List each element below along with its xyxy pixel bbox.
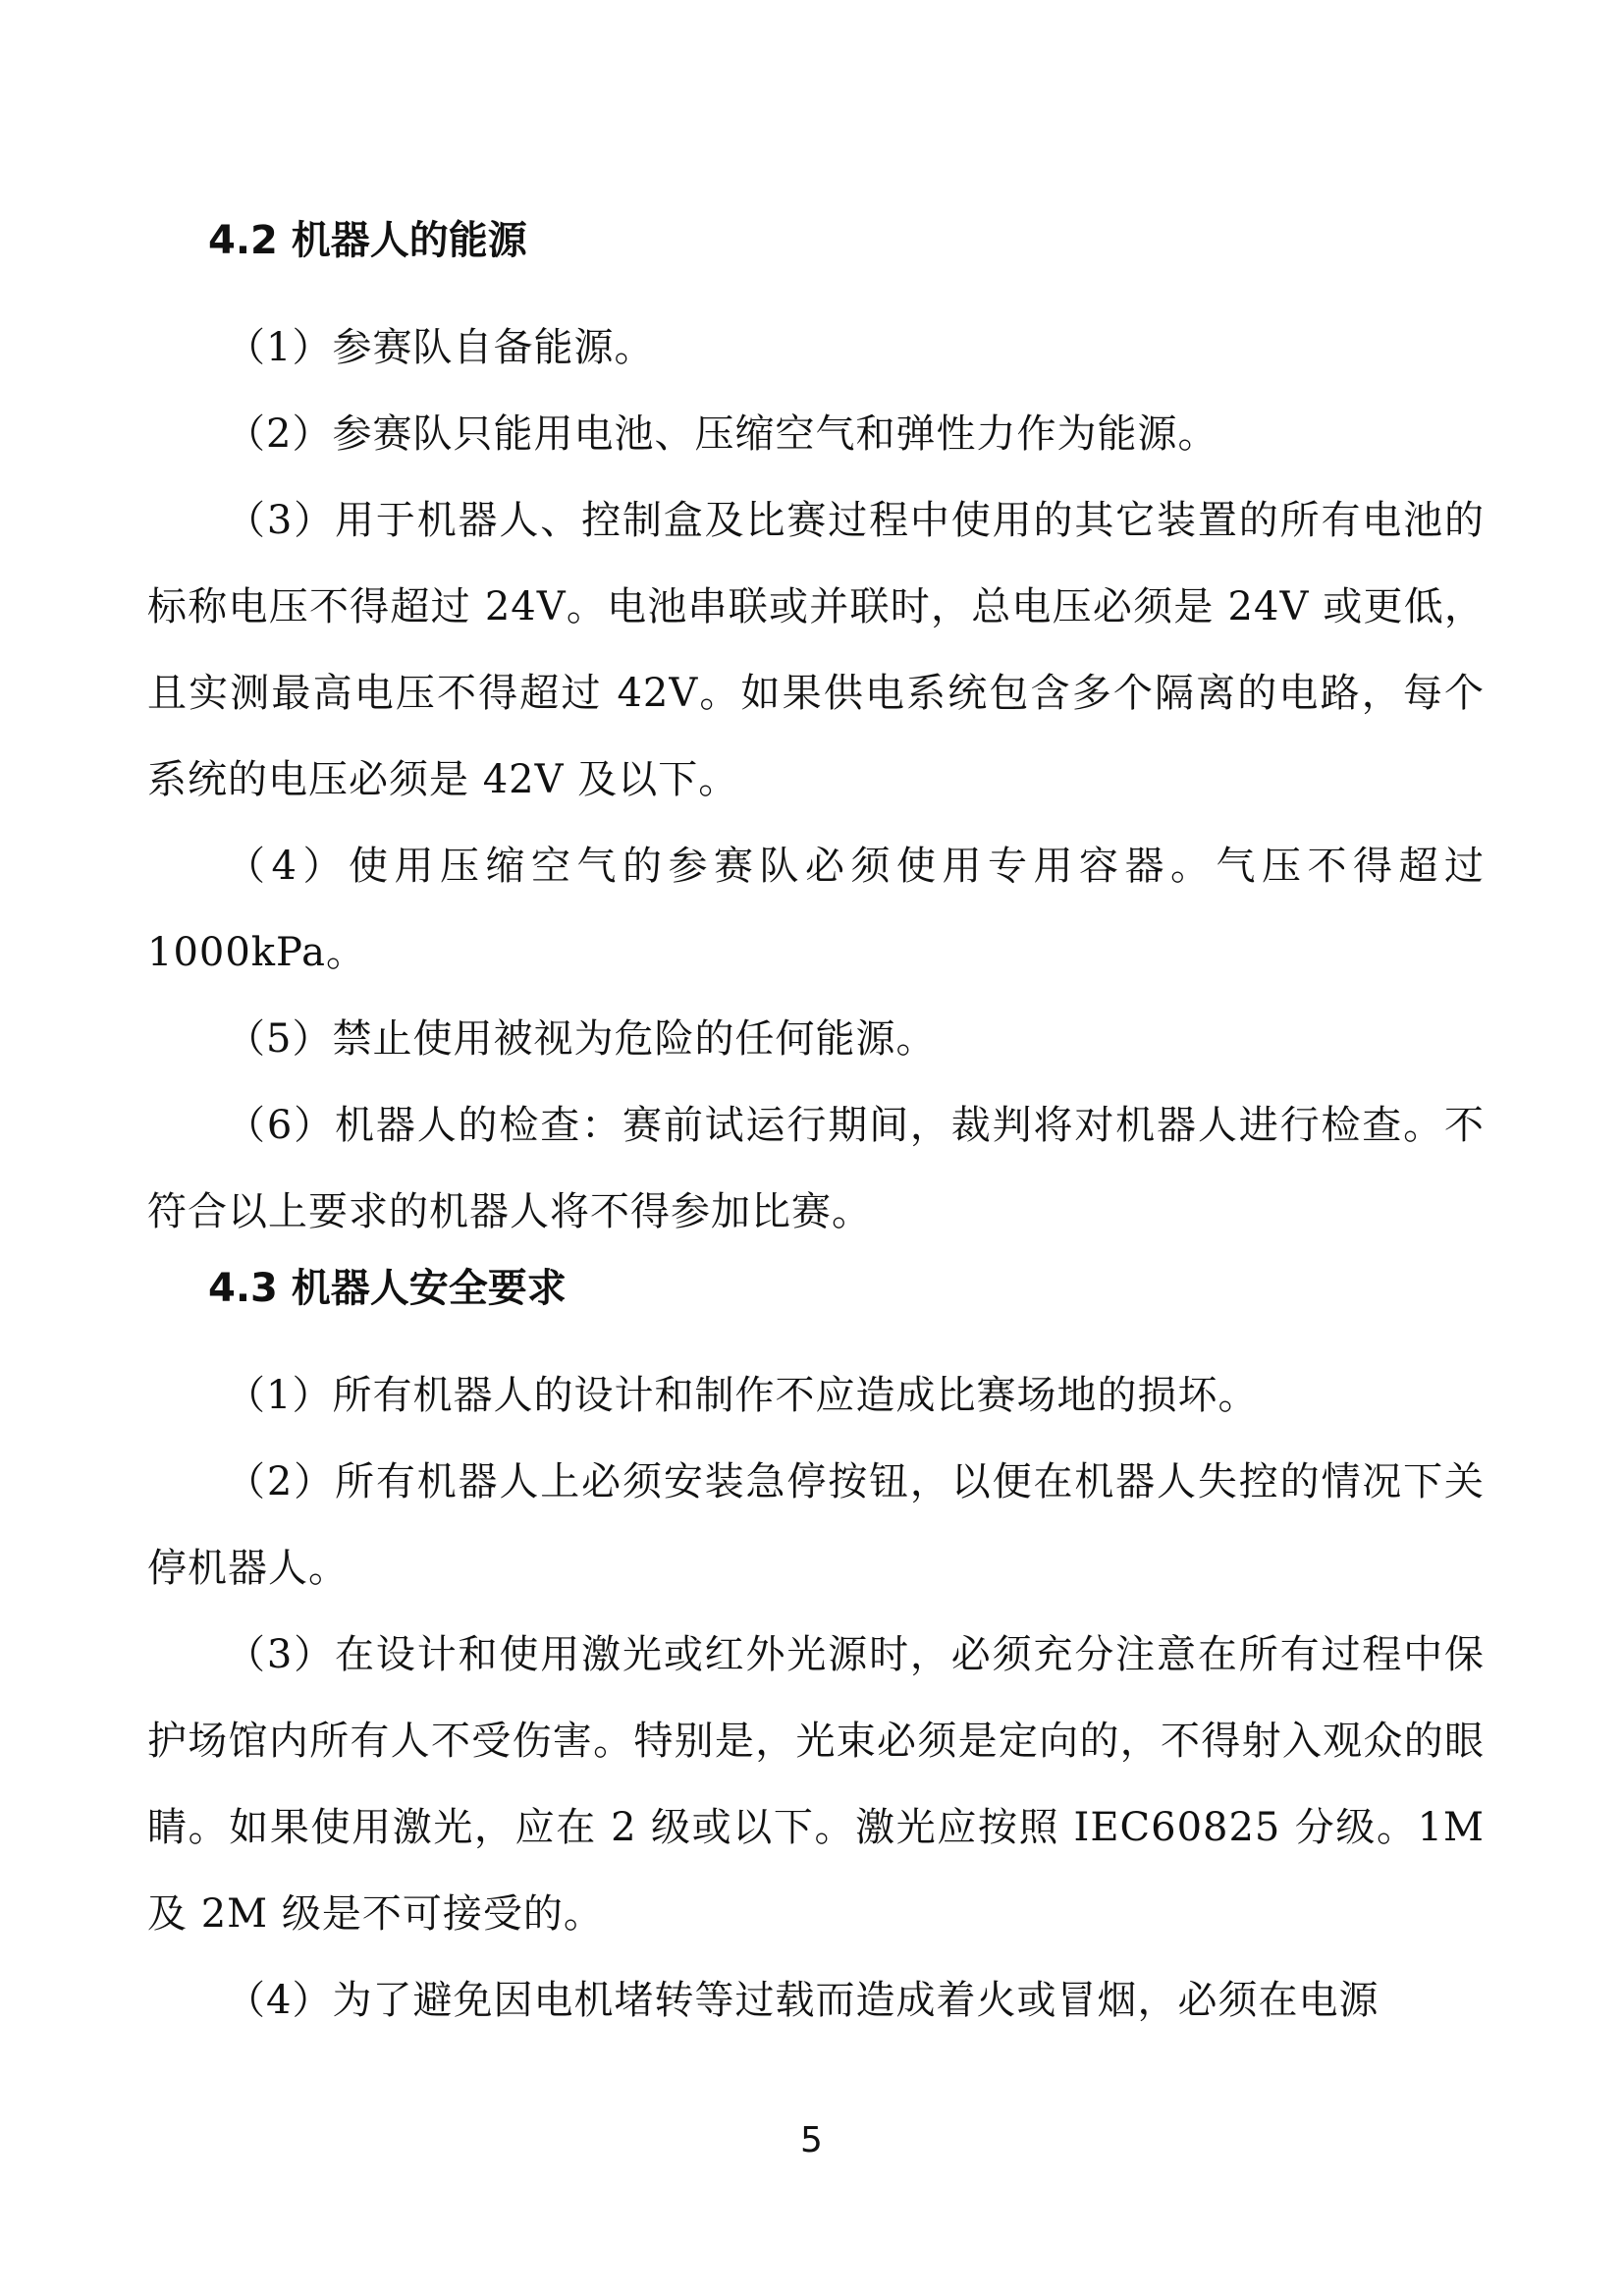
paragraph-4-3-1: （1）所有机器人的设计和制作不应造成比赛场地的损坏。 [226,1373,1259,1418]
paragraph-4-2-1: （1）参赛队自备能源。 [226,325,655,370]
section-heading-4-2: 4.2 机器人的能源 [208,218,527,263]
paragraph-4-3-4: （4）为了避免因电机堵转等过载而造成着火或冒烟，必须在电源 [226,1978,1380,2023]
page-content [147,211,1485,2044]
section-heading-4-3: 4.3 机器人安全要求 [208,1266,567,1311]
paragraph-4-2-2: （2）参赛队只能用电池、压缩空气和弹性力作为能源。 [226,411,1218,457]
page-number: 5 [800,2120,823,2160]
paragraph-4-2-5: （5）禁止使用被视为危险的任何能源。 [226,1016,937,1062]
paragraph-4-2-4: （4）使用压缩空气的参赛队必须使用专用容器。气压不得超过 1000kPa。 [147,844,1485,975]
paragraph-4-2-3: （3）用于机器人、控制盒及比赛过程中使用的其它装置的所有电池的标称电压不得超过 24V。电池串联或并联时，总电压必须是 24V 或更低，且实测最高电压不得超过 42V。如果供电系统包含多个隔离的电路，每个系统的电压必须是 42V 及以下。 [147,498,1485,802]
paragraph-4-3-2: （2）所有机器人上必须安装急停按钮，以便在机器人失控的情况下关停机器人。 [147,1459,1485,1591]
paragraph-4-2-6: （6）机器人的检查：赛前试运行期间，裁判将对机器人进行检查。不符合以上要求的机器人将不得参加比赛。 [147,1103,1485,1234]
paragraph-4-3-3: （3）在设计和使用激光或红外光源时，必须充分注意在所有过程中保护场馆内所有人不受伤害。特别是，光束必须是定向的，不得射入观众的眼睛。如果使用激光，应在 2 级或以下。激光应按照 IEC60825 分级。1M 及 2M 级是不可接受的。 [147,1632,1485,1937]
